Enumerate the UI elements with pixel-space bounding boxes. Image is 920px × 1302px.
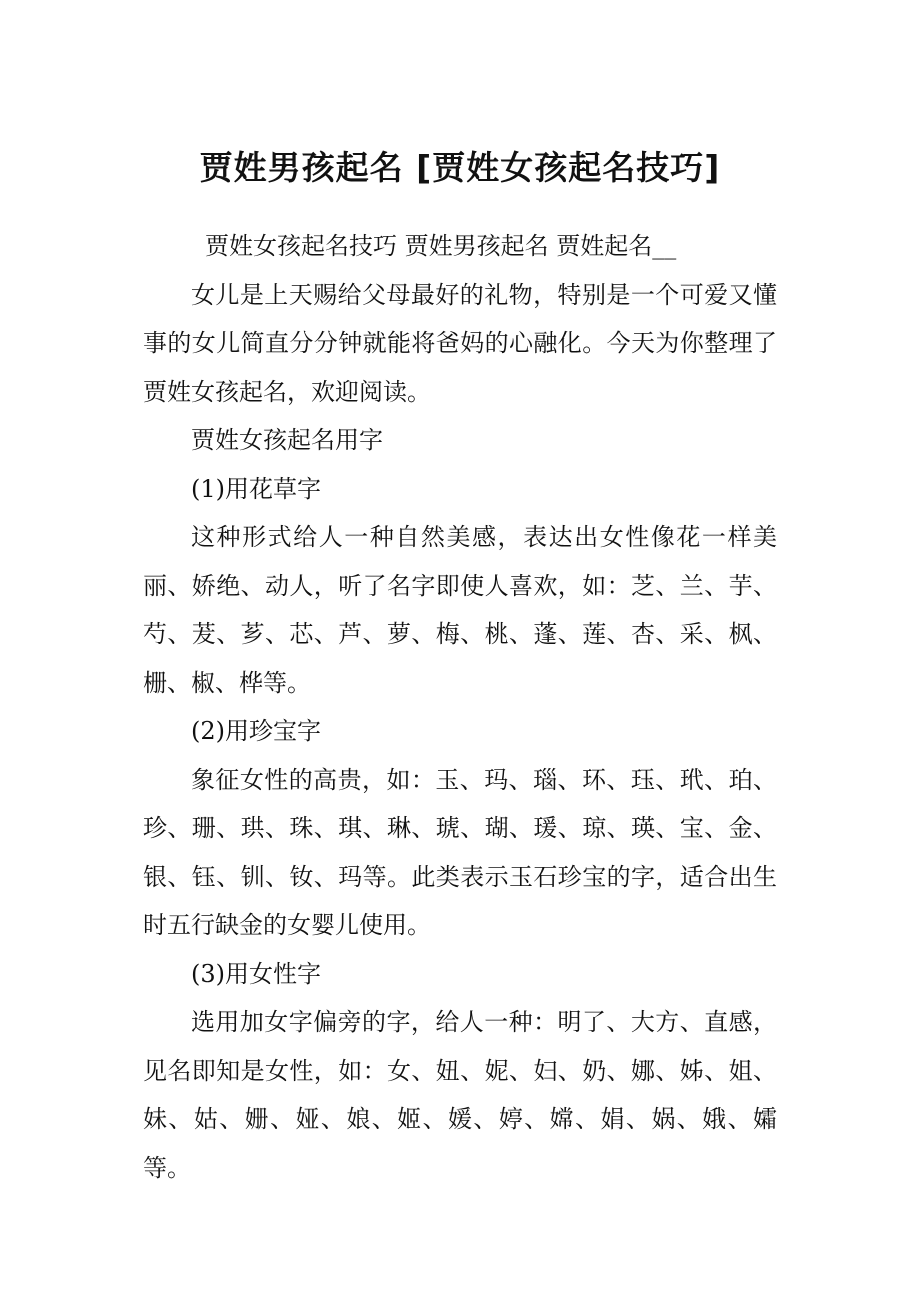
section-heading: 贾姓女孩起名用字 [191,426,383,454]
intro-paragraph: 女儿是上天赐给父母最好的礼物，特别是一个可爱又懂事的女儿简直分分钟就能将爸妈的心融化。今天为你整理了贾姓女孩起名，欢迎阅读。 [143,280,777,406]
female-paragraph: 选用加女字偏旁的字，给人一种：明了、大方、直感，见名即知是女性，如：女、妞、妮、妇、奶、娜、姊、姐、妹、姑、姗、娅、娘、姬、媛、婷、嫦、娟、娲、娥、孀等。 [143,1008,777,1182]
document-title: 贾姓男孩起名 [贾姓女孩起名技巧] [199,148,721,187]
keyword-line: 贾姓女孩起名技巧 贾姓男孩起名 贾姓起名__ [205,232,677,260]
document-body [143,222,777,1192]
subheading-female: (3)用女性字 [191,959,321,988]
flower-paragraph: 这种形式给人一种自然美感，表达出女性像花一样美丽、娇绝、动人，听了名字即使人喜欢，如：芝、兰、芋、芍、茇、芗、芯、芦、萝、梅、桃、蓬、莲、杏、采、枫、栅、椒、桦等。 [143,523,777,697]
subheading-treasure: (2)用珍宝字 [191,717,321,745]
treasure-paragraph: 象征女性的高贵，如：玉、玛、瑙、环、珏、玳、珀、珍、珊、珙、珠、琪、琳、琥、瑚、瑗、琼、瑛、宝、金、银、钰、钏、钕、玛等。此类表示玉石珍宝的字，适合出生时五行缺金的女婴儿使用。 [143,765,777,939]
subheading-flower: (1)用花草字 [191,474,321,503]
